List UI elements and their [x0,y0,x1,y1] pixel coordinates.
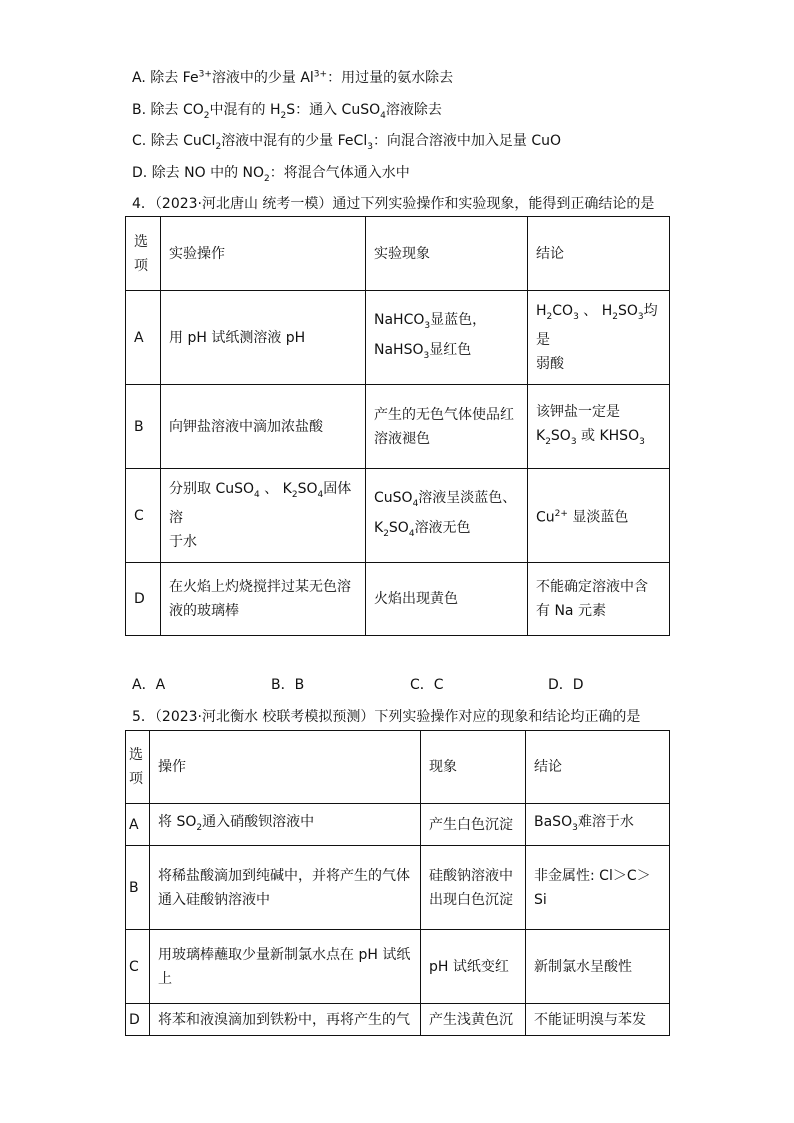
q4-row-c: C 分别取 CuSO$_4$ 、 $K_2SO_4$固体溶 于水 CuSO$_4$溶液呈淡蓝色、 $K_2SO_4$溶液无色 $Cu^{2+}$ 显淡蓝色 [126,469,670,563]
q4-table [125,216,670,636]
q4-header-op: 实验操作 [161,217,366,291]
q3-option-b: B. 除去 $CO_2$中混有的 $H_2S$：通入 CuSO$_4$溶液除去 [132,102,442,121]
q4-row-a: A 用 pH 试纸测溶液 pH NaHCO$_3$显蓝色， NaHSO$_3$显红色 $H_2CO_3$ 、 $H_2SO_3$均是 弱酸 [126,291,670,385]
q3-option-d: D. 除去 NO 中的 $NO_2$：将混合气体通入水中 [132,165,410,184]
q5-stem: 5．（2023·河北衡水 校联考模拟预测）下列实验操作对应的现象和结论均正确的是 [132,709,641,725]
q4-answer-choices [132,674,692,694]
q5-table [125,730,670,1036]
q5-row-a: A 将 $SO_2$通入硝酸钡溶液中 产生白色沉淀 BaSO$_3$难溶于水 [126,804,670,846]
q4-choice-d: D．D [548,677,584,693]
q5-header-row: 选项 操作 现象 结论 [126,731,670,804]
q3-option-c: C. 除去 CuCl$_2$溶液中混有的少量 FeCl$_3$：向混合溶液中加入足量 CuO [132,133,562,152]
q4-stem: 4．（2023·河北唐山 统考一模）通过下列实验操作和实验现象，能得到正确结论的是 [132,196,655,212]
q4-choice-a: A．A [132,677,166,693]
q4-row-b: B 向钾盐溶液中滴加浓盐酸 产生的无色气体使品红溶液褪色 该钾盐一定是 $K_2SO_3$ 或 $KHSO_3$ [126,385,670,469]
q4-choice-c: C．C [410,677,444,693]
q4-row-d: D 在火焰上灼烧搅拌过某无色溶液的玻璃棒 火焰出现黄色 不能确定溶液中含有 Na 元素 [126,563,670,636]
q5-row-c: C 用玻璃棒蘸取少量新制氯水点在 pH 试纸上 pH 试纸变红 新制氯水呈酸性 [126,930,670,1004]
q4-choice-b: B．B [271,677,305,693]
q3-option-a: A. 除去 $Fe^{3+}$溶液中的少量 $Al^{3+}$：用过量的氨水除去 [132,69,454,86]
q5-row-d: D 将苯和液溴滴加到铁粉中，再将产生的气 产生浅黄色沉 不能证明溴与苯发 [126,1004,670,1036]
q4-header-phenomenon: 实验现象 [366,217,528,291]
q4-header-conclusion: 结论 [528,217,670,291]
q4-header-option: 选项 [126,217,161,291]
q4-header-row [126,217,670,291]
q5-row-b: B 将稀盐酸滴加到纯碱中，并将产生的气体通入硅酸钠溶液中 硅酸钠溶液中出现白色沉淀 非金属性: Cl＞C＞Si [126,846,670,930]
